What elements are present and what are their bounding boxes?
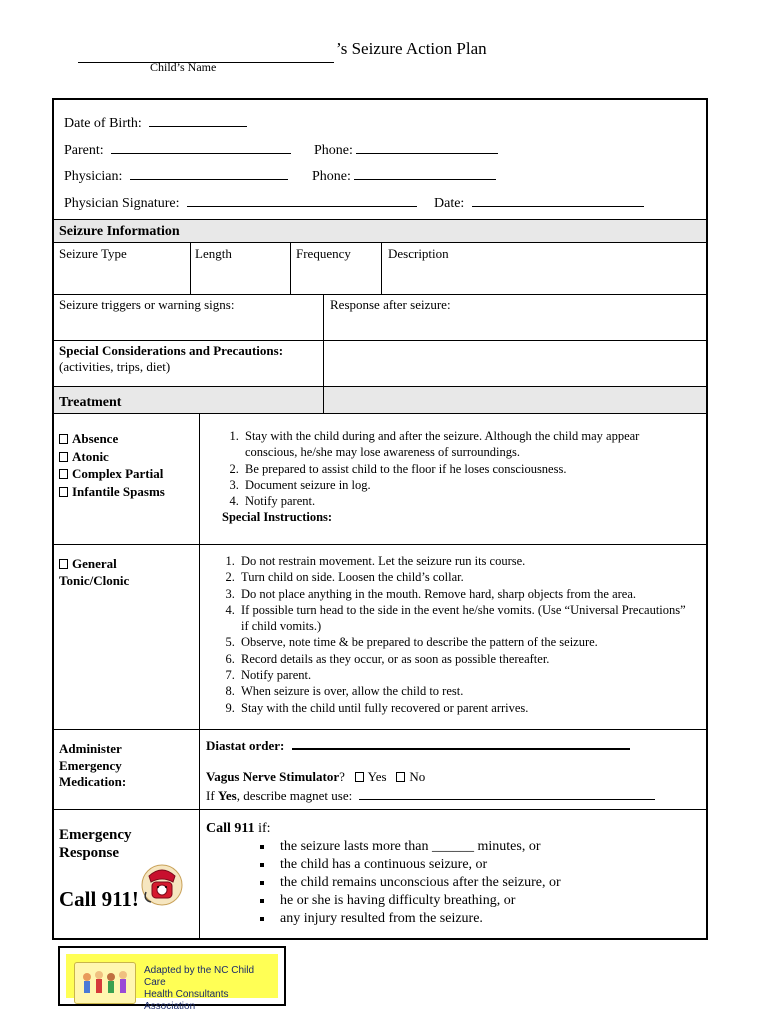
dob-row [64, 114, 247, 132]
step-item: 1. Stay with the child during and after the seizure. Although the child may appear conscious, he/she may lose awareness of surroundings. [242, 428, 692, 461]
emergency-criteria-list [254, 838, 694, 928]
step-item: 5. Observe, note time & be prepared to describe the pattern of the seizure. [238, 634, 696, 650]
divider [381, 242, 382, 294]
step-item: 8. When seizure is over, allow the child to rest. [238, 683, 696, 699]
diastat-label: Diastat order: [206, 738, 285, 753]
seizure-type-general [59, 555, 129, 589]
dob-field[interactable] [149, 114, 247, 127]
checkbox[interactable] [59, 559, 68, 569]
parent-field[interactable] [111, 141, 291, 154]
criteria-item: ▪ the child has a continuous seizure, or [274, 856, 694, 874]
special-considerations-sub: (activities, trips, diet) [59, 359, 171, 374]
children-figures-icon [75, 963, 135, 1003]
divider [199, 729, 200, 809]
divider [54, 729, 706, 730]
step-item: 7. Notify parent. [238, 667, 696, 683]
vns-yes-checkbox[interactable] [355, 772, 364, 782]
criteria-item: ▪ any injury resulted from the seizure. [274, 910, 694, 928]
col-length: Length [195, 246, 232, 261]
parent-label: Parent: [64, 143, 104, 158]
magnet-row: If Yes, describe magnet use: [206, 787, 655, 804]
divider [54, 242, 706, 243]
criteria-item: ▪ the seizure lasts more than ______ minutes, or [274, 838, 694, 856]
nc-child-care-logo [58, 946, 286, 1012]
page-title: ’s Seizure Action Plan [336, 39, 487, 58]
divider [54, 219, 706, 220]
checkbox[interactable] [59, 469, 68, 479]
physician-field[interactable] [130, 167, 288, 180]
emergency-response-label: Emergency Response [59, 827, 132, 861]
step-item: 2. Turn child on side. Loosen the child’s collar. [238, 569, 696, 585]
col-description: Description [388, 246, 449, 261]
col-frequency: Frequency [296, 246, 351, 261]
signature-field[interactable] [187, 194, 417, 207]
phone1-label: Phone: [314, 143, 353, 158]
divider [323, 386, 324, 413]
call-911-label: Call 911! [59, 887, 139, 911]
treatment-header-bg [54, 387, 706, 413]
response-label: Response after seizure: [330, 297, 451, 312]
magnet-label: , describe magnet use: [236, 788, 353, 803]
date-field[interactable] [472, 194, 644, 207]
type-complex-partial[interactable]: Complex Partial [59, 465, 165, 483]
step-item: 3. Do not place anything in the mouth. Remove hard, sharp objects from the area. [238, 586, 696, 602]
steps-list-1 [222, 428, 692, 526]
special-instructions-label: Special Instructions: [222, 510, 333, 525]
physician-label: Physician: [64, 169, 123, 184]
step-item: 9. Stay with the child until fully recovered or parent arrives. [238, 700, 696, 716]
divider [199, 413, 200, 729]
step-item: 1. Do not restrain movement. Let the seizure run its course. [238, 553, 696, 569]
divider [199, 809, 200, 938]
physician-row [64, 167, 288, 185]
type-general-tonic-clonic[interactable]: General [59, 555, 129, 572]
step-item: 6. Record details as they occur, or as soon as possible thereafter. [238, 651, 696, 667]
criteria-item: ▪ the child remains unconscious after the seizure, or [274, 874, 694, 892]
seizure-types-list-1 [59, 430, 165, 500]
step-item: 3. Document seizure in log. [242, 477, 692, 493]
treatment-heading: Treatment [59, 395, 122, 410]
child-name-label: Child’s Name [150, 60, 217, 74]
checkbox[interactable] [59, 452, 68, 462]
magnet-field[interactable] [359, 787, 655, 800]
phone2-field[interactable] [354, 167, 496, 180]
special-considerations-title: Special Considerations and Precautions: [59, 343, 284, 358]
adapted-by-text: Adapted by the NC Child Care Health Consultants Association [144, 965, 255, 1012]
type-atonic[interactable]: Atonic [59, 448, 165, 466]
dob-label: Date of Birth: [64, 116, 142, 131]
phone1-row [314, 141, 498, 159]
signature-label: Physician Signature: [64, 196, 180, 211]
phone-character-icon [137, 858, 187, 908]
divider [54, 544, 706, 545]
vns-label: Vagus Nerve Stimulator [206, 769, 340, 784]
medication-label: Administer Emergency Medication: [59, 741, 127, 789]
divider [190, 242, 191, 294]
step-item: 4. Notify parent. [242, 493, 692, 509]
type-general-label-2: Tonic/Clonic [59, 573, 130, 588]
logo-background [66, 954, 278, 1012]
call-911-if: Call 911 if: [206, 821, 271, 836]
phone2-label: Phone: [312, 169, 351, 184]
phone2-row [312, 167, 496, 185]
parent-row [64, 141, 291, 159]
checkbox[interactable] [59, 434, 68, 444]
vns-no-checkbox[interactable] [396, 772, 405, 782]
type-infantile-spasms[interactable]: Infantile Spasms [59, 483, 165, 501]
children-illustration-icon [74, 962, 136, 1004]
checkbox[interactable] [59, 487, 68, 497]
vns-row: Vagus Nerve Stimulator? Yes No [206, 769, 426, 784]
step-item: 4. If possible turn head to the side in the event he/she vomits. (Use “Universal Precautions” if child vomits.) [238, 602, 696, 635]
diastat-row [206, 736, 630, 754]
phone1-field[interactable] [356, 141, 498, 154]
vns-no-label: No [409, 769, 426, 784]
divider [290, 242, 291, 294]
signature-row [64, 194, 417, 212]
date-row [434, 194, 644, 212]
steps-list-2 [218, 553, 696, 716]
divider [54, 413, 706, 414]
date-label: Date: [434, 196, 465, 211]
divider [54, 294, 706, 295]
step-item: 2. Be prepared to assist child to the floor if he loses consciousness. [242, 461, 692, 477]
vns-yes-label: Yes [367, 769, 387, 784]
criteria-item: ▪ he or she is having difficulty breathing, or [274, 892, 694, 910]
seizure-info-heading: Seizure Information [59, 224, 180, 239]
divider [54, 809, 706, 810]
type-absence[interactable]: Absence [59, 430, 165, 448]
diastat-field[interactable] [292, 736, 630, 750]
divider [54, 340, 706, 341]
triggers-label: Seizure triggers or warning signs: [59, 297, 235, 312]
col-seizure-type: Seizure Type [59, 246, 127, 261]
